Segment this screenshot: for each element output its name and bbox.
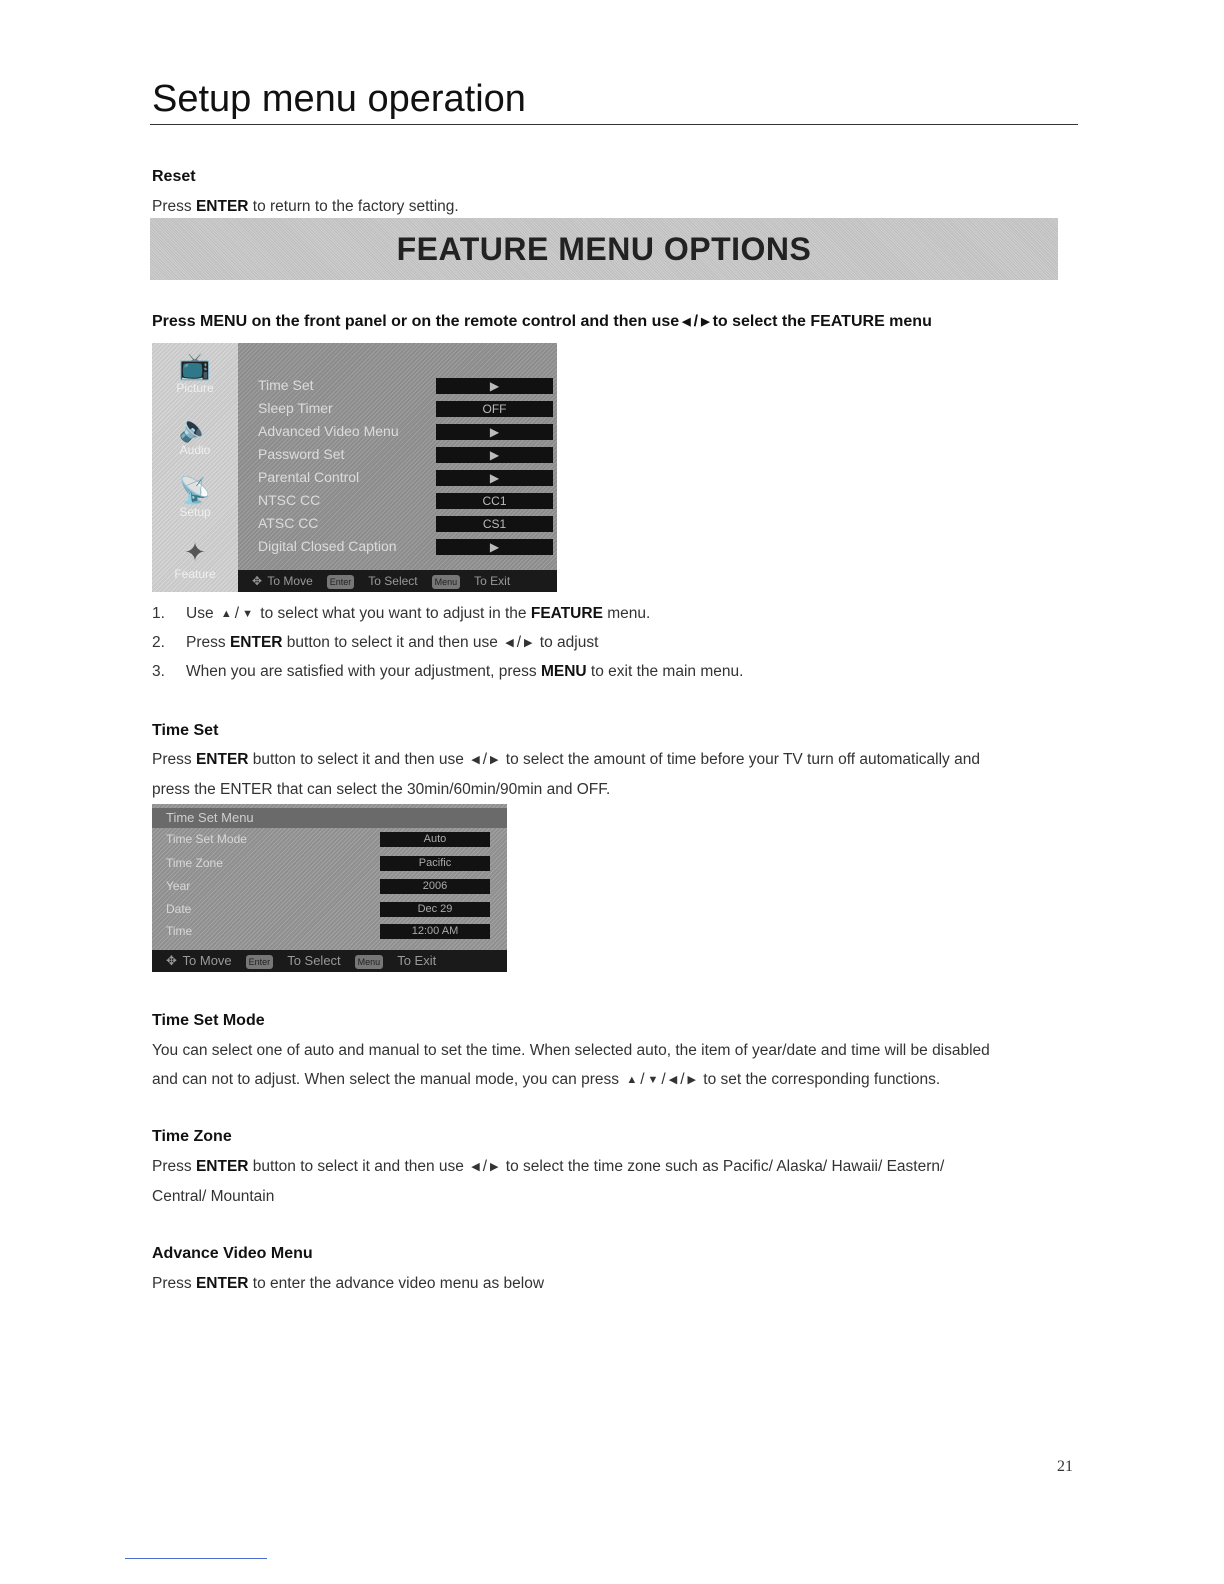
left-arrow-icon: ◀ [682, 316, 691, 328]
left-arrow-icon: ◀ [505, 637, 514, 649]
up-arrow-icon: ▲ [626, 1074, 638, 1086]
enter-key-icon: Enter [327, 575, 355, 589]
time-zone-text: Press ENTER button to select it and then use ◀ / ▶ to select the time zone such as Pacific/ Alaska/ Hawaii/ Eastern/ Central/ Mountain [152, 1158, 945, 1205]
osd-sidebar-setup: 📡 Setup [152, 469, 238, 531]
footer-line [125, 1558, 267, 1559]
step-3: 3. When you are satisfied with your adjustment, press MENU to exit the main menu. [152, 663, 744, 680]
down-arrow-icon: ▼ [647, 1074, 659, 1086]
time-zone-heading: Time Zone [152, 1128, 232, 1145]
left-arrow-icon: ◀ [471, 754, 480, 766]
osd-sidebar [152, 343, 238, 592]
right-arrow-icon: ▶ [490, 1161, 499, 1173]
page-number: 21 [1057, 1458, 1073, 1475]
advance-video-text: Press ENTER to enter the advance video menu as below [152, 1275, 545, 1292]
osd-time-header: Time Set Menu [152, 808, 507, 828]
step-2: 2. Press ENTER button to select it and then use ◀ / ▶ to adjust [152, 634, 599, 651]
enter-key-icon: Enter [246, 955, 274, 969]
osd-row-advanced-video: Advanced Video Menu ▶ [238, 421, 557, 443]
osd-row-year: Year 2006 [152, 877, 507, 897]
osd-row-sleep-timer: Sleep Timer OFF [238, 398, 557, 420]
reset-text: Press ENTER to return to the factory setting. [152, 198, 459, 215]
osd-row-time: Time 12:00 AM [152, 922, 507, 942]
right-arrow-icon: ▶ [524, 637, 533, 649]
osd-row-password-set: Password Set ▶ [238, 444, 557, 466]
satellite-dish-icon: 📡 [178, 475, 212, 505]
feature-menu-banner [150, 218, 1058, 280]
osd-row-digital-cc: Digital Closed Caption ▶ [238, 536, 557, 558]
menu-key-icon: Menu [355, 955, 384, 969]
advance-video-heading: Advance Video Menu [152, 1245, 313, 1262]
osd-row-date: Date Dec 29 [152, 900, 507, 920]
left-arrow-icon: ◀ [668, 1074, 678, 1086]
osd-sidebar-audio: 🔈 Audio [152, 407, 238, 469]
left-arrow-icon: ◀ [471, 1161, 480, 1173]
osd-row-parental-control: Parental Control ▶ [238, 467, 557, 489]
speaker-icon: 🔈 [178, 413, 212, 443]
up-arrow-icon: ▲ [220, 608, 232, 620]
osd-row-ntsc-cc: NTSC CC CC1 [238, 490, 557, 512]
osd-feature-panel [238, 343, 557, 592]
osd-row-atsc-cc: ATSC CC CS1 [238, 513, 557, 535]
feature-menu-screenshot [152, 343, 557, 592]
right-arrow-icon: ▶ [490, 754, 499, 766]
tv-icon: 📺 [178, 351, 212, 381]
osd-footer: ✥ To Move Enter To Select Menu To Exit [238, 570, 557, 592]
dpad-icon: ✥ [166, 953, 177, 968]
down-arrow-icon: ▼ [242, 608, 253, 620]
osd-row-time-set-mode: Time Set Mode Auto [152, 830, 507, 850]
page-title: Setup menu operation [152, 78, 526, 120]
banner-text: FEATURE MENU OPTIONS [396, 230, 812, 267]
time-set-menu-screenshot [152, 804, 507, 972]
osd-time-footer: ✥ To Move Enter To Select Menu To Exit [152, 950, 507, 972]
right-arrow-icon: ▶ [687, 1074, 696, 1086]
osd-sidebar-picture: 📺 Picture [152, 345, 238, 407]
time-set-mode-text: You can select one of auto and manual to set the time. When selected auto, the item of year/date and time will be disabled and can not to adjust. When select the manual mode, you can press ▲ / ▼ / ◀ / ▶ to set the corresponding functions. [152, 1042, 990, 1088]
feature-icon: ✦ [184, 537, 206, 567]
dpad-icon: ✥ [252, 574, 263, 588]
reset-heading: Reset [152, 168, 196, 185]
osd-row-time-set: Time Set ▶ [238, 375, 557, 397]
time-set-mode-heading: Time Set Mode [152, 1012, 265, 1029]
right-arrow-icon: ▶ [701, 316, 710, 328]
time-set-heading: Time Set [152, 722, 219, 739]
osd-row-time-zone: Time Zone Pacific [152, 854, 507, 874]
step-1: 1. Use ▲ / ▼ to select what you want to adjust in the FEATURE menu. [152, 605, 651, 622]
feature-instruction: Press MENU on the front panel or on the remote control and then use ◀ / ▶ to select the FEATURE menu [152, 313, 932, 330]
menu-key-icon: Menu [432, 575, 461, 589]
time-set-text: Press ENTER button to select it and then use ◀ / ▶ to select the amount of time before your TV turn off automatically and press the ENTER that can select the 30min/60min/90min and OFF. [152, 751, 980, 798]
osd-sidebar-feature: ✦ Feature [152, 531, 238, 593]
title-rule [150, 124, 1078, 125]
